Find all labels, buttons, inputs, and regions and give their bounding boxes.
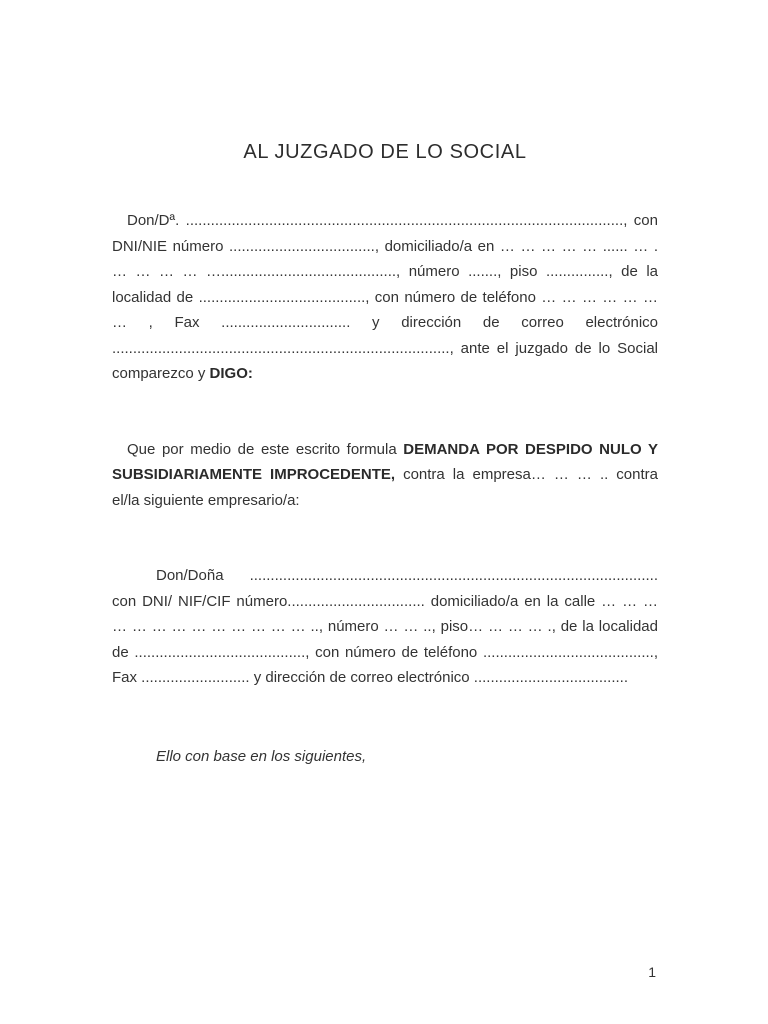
paragraph-empresario: Don/Doña .................................................................................................. con DNI/ NIF/CIF número................................. domiciliado/a en la calle … … … … … … … … … … … … … .., número … … .., piso… … … … ., de la localidad de ........................................., con número de teléfono ........................................., Fax .......................... y dirección de correo electrónico ..................................... xyxy=(112,567,658,686)
closing-line: Ello con base en los siguientes, xyxy=(156,747,367,765)
demanda-bold-text: DEMANDA POR DESPIDO NULO Y SUBSIDIARIAMENTE IMPROCEDENTE, xyxy=(112,440,658,483)
paragraph-demanda-tail: contra la empresa… … … .. contra el/la siguiente empresario/a: xyxy=(112,466,658,509)
document-title: AL JUZGADO DE LO SOCIAL xyxy=(243,141,527,163)
paragraph-intro-text: Don/Dª. ........................................................................................................., con DNI/NIE número ..................................., domiciliado/a en … … … … … ...... … . … … … … ….........................................., número ......., piso ..............., de la localidad de ........................................, con número de teléfono … … … … … … … , Fax ............................... y dirección de correo electrónico ................................................................................., ante el juzgado de lo Social comparezco y xyxy=(112,212,658,382)
digo-bold-text: DIGO: xyxy=(209,365,253,382)
page-number: 1 xyxy=(648,964,656,980)
paragraph-demanda xyxy=(112,437,658,514)
paragraph-intro xyxy=(112,208,658,387)
paragraph-demanda-lead: Que por medio de este escrito formula xyxy=(127,440,404,458)
